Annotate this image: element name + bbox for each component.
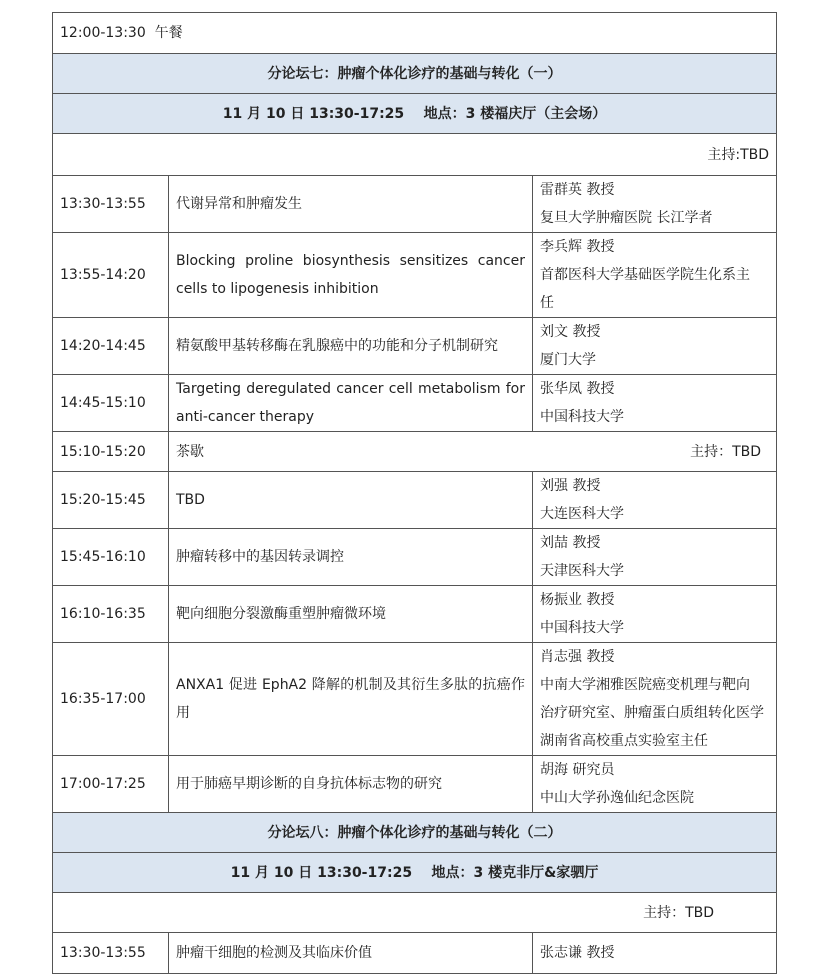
session-speaker [533,176,777,233]
speaker-name: 肖志强 教授 [540,649,615,665]
forum7-info: 11 月 10 日 13:30-17:25 地点：3 楼福庆厅（主会场） [53,94,777,134]
speaker-affiliation: 大连医科大学 [540,506,624,522]
forum8-title: 分论坛八：肿瘤个体化诊疗的基础与转化（二） [53,813,777,853]
forum8-info-row [53,853,777,893]
session-speaker [533,933,777,974]
session-row [53,529,777,586]
session-time: 13:30-13:55 [53,933,169,974]
tea-break-host: 主持：TBD [690,443,762,460]
forum7-info-row [53,94,777,134]
session-topic: 肿瘤转移中的基因转录调控 [169,529,533,586]
tea-break-row [53,432,777,472]
speaker-affiliation: 任 [540,295,554,311]
session-time: 17:00-17:25 [53,756,169,813]
session-topic: 靶向细胞分裂激酶重塑肿瘤微环境 [169,586,533,643]
tea-break-time: 15:10-15:20 [53,432,169,472]
speaker-name: 张华凤 教授 [540,381,615,397]
session-time: 13:55-14:20 [53,233,169,318]
speaker-name: 李兵辉 教授 [540,239,615,255]
speaker-affiliation: 治疗研究室、肿瘤蛋白质组转化医学 [540,705,764,721]
forum7-title-row [53,54,777,94]
forum8-host-row [53,893,777,933]
session-time: 16:35-17:00 [53,643,169,756]
session-row [53,756,777,813]
session-row [53,375,777,432]
speaker-name: 刘文 教授 [540,324,601,340]
speaker-name: 胡海 研究员 [540,762,615,778]
session-speaker [533,756,777,813]
lunch-row [53,13,777,54]
forum8-host: 主持：TBD [53,893,777,933]
session-topic: Blocking proline biosynthesis sensitizes cancer cells to lipogenesis inhibition [169,233,533,318]
session-topic: TBD [169,472,533,529]
session-time: 15:45-16:10 [53,529,169,586]
session-speaker [533,643,777,756]
speaker-name: 杨振业 教授 [540,592,615,608]
session-topic: 代谢异常和肿瘤发生 [169,176,533,233]
session-topic: 肿瘤干细胞的检测及其临床价值 [169,933,533,974]
session-speaker [533,233,777,318]
forum8-info: 11 月 10 日 13:30-17:25 地点：3 楼克非厅&家驷厅 [53,853,777,893]
session-time: 14:20-14:45 [53,318,169,375]
session-topic: ANXA1 促进 EphA2 降解的机制及其衍生多肽的抗癌作用 [169,643,533,756]
tea-break-label: 茶歇 [176,443,204,460]
session-row [53,472,777,529]
session-row [53,176,777,233]
speaker-affiliation: 中山大学孙逸仙纪念医院 [540,790,694,806]
session-time: 14:45-15:10 [53,375,169,432]
forum7-host: 主持:TBD [53,134,777,176]
session-speaker [533,472,777,529]
speaker-affiliation: 中南大学湘雅医院癌变机理与靶向 [540,677,750,693]
forum8-title-row [53,813,777,853]
session-speaker [533,375,777,432]
session-speaker [533,529,777,586]
session-row [53,933,777,974]
session-time: 16:10-16:35 [53,586,169,643]
lunch-cell [53,13,777,54]
speaker-affiliation: 中国科技大学 [540,409,624,425]
speaker-name: 刘强 教授 [540,478,601,494]
schedule-table [52,12,777,974]
speaker-affiliation: 中国科技大学 [540,620,624,636]
speaker-name: 张志谦 教授 [540,945,615,961]
session-time: 15:20-15:45 [53,472,169,529]
speaker-affiliation: 首都医科大学基础医学院生化系主 [540,267,750,283]
lunch-label: 午餐 [154,25,183,41]
session-speaker [533,586,777,643]
session-row [53,643,777,756]
session-row [53,318,777,375]
session-time: 13:30-13:55 [53,176,169,233]
speaker-name: 雷群英 教授 [540,182,615,198]
speaker-affiliation: 复旦大学肿瘤医院 长江学者 [540,210,713,226]
session-row [53,233,777,318]
forum7-host-row [53,134,777,176]
forum7-title: 分论坛七：肿瘤个体化诊疗的基础与转化（一） [53,54,777,94]
session-topic: 精氨酸甲基转移酶在乳腺癌中的功能和分子机制研究 [169,318,533,375]
session-topic: Targeting deregulated cancer cell metabolism for anti-cancer therapy [169,375,533,432]
speaker-affiliation: 湖南省高校重点实验室主任 [540,733,708,749]
session-speaker [533,318,777,375]
lunch-time: 12:00-13:30 [60,25,146,41]
session-row [53,586,777,643]
speaker-name: 刘喆 教授 [540,535,601,551]
speaker-affiliation: 厦门大学 [540,352,596,368]
speaker-affiliation: 天津医科大学 [540,563,624,579]
session-topic: 用于肺癌早期诊断的自身抗体标志物的研究 [169,756,533,813]
tea-break-cell [169,432,777,472]
